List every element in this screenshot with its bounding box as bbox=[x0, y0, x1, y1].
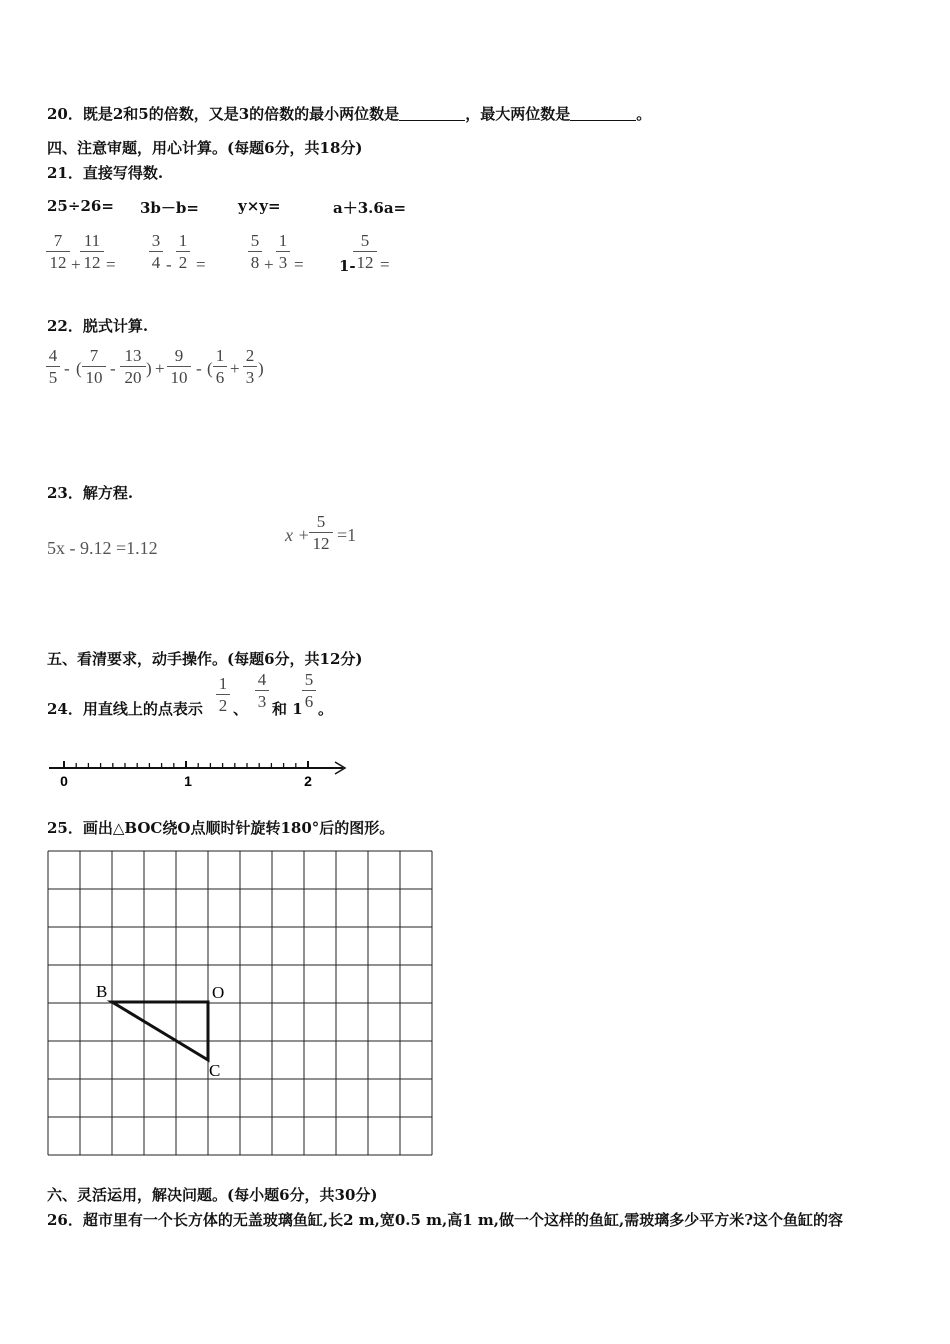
section-4-title: 四、注意审题，用心计算。(每题6分，共18分) bbox=[47, 139, 363, 157]
label-c: C bbox=[209, 1061, 221, 1080]
q22-lparen-2: ( bbox=[207, 359, 213, 378]
axis-label-0: 0 bbox=[60, 773, 68, 789]
q22-frac-4-5: 4 5 bbox=[46, 346, 60, 387]
q22-frac-2-3: 2 3 bbox=[243, 346, 257, 387]
q26-text: 26．超市里有一个长方体的无盖玻璃鱼缸,长2 m,宽0.5 m,高1 m,做一个这样的鱼缸,需玻璃多少平方米?这个鱼缸的容 bbox=[47, 1211, 844, 1229]
q21-title: 21．直接写得数. bbox=[47, 164, 164, 182]
q22-frac-9-10: 9 10 bbox=[167, 346, 191, 387]
q20-text-b: ，最大两位数是 bbox=[465, 105, 571, 123]
q22-minus-1: - bbox=[64, 359, 70, 378]
q21-eq-4: = bbox=[380, 255, 390, 274]
label-o: O bbox=[212, 983, 225, 1002]
q23-eq2-frac: 5 12 bbox=[309, 512, 333, 553]
number-line-ticks bbox=[64, 761, 308, 768]
q21-frac-11-12: 11 12 bbox=[80, 231, 104, 272]
q24-and: 和 1 bbox=[272, 700, 303, 718]
q23-equation-1: 5x - 9.12 =1.12 bbox=[47, 538, 158, 558]
q21-one-minus: 1- bbox=[339, 257, 356, 275]
q22-frac-7-10: 7 10 bbox=[82, 346, 106, 387]
q23-eq2-right: =1 bbox=[337, 525, 357, 545]
rotation-grid[interactable] bbox=[46, 849, 436, 1157]
q20-text-c: 。 bbox=[636, 105, 652, 123]
q22-rparen-1: ) bbox=[146, 359, 152, 378]
q21-eq-3: = bbox=[294, 255, 304, 274]
axis-label-1: 1 bbox=[184, 773, 192, 789]
section-6-title: 六、灵活运用，解决问题。(每小题6分，共30分) bbox=[47, 1186, 378, 1204]
q21-frac-5-8: 5 8 bbox=[248, 231, 262, 272]
q21-frac-1-2: 1 2 bbox=[176, 231, 190, 272]
q24-frac-5-6: 5 6 bbox=[302, 670, 316, 711]
q21-eq-1: = bbox=[106, 255, 116, 274]
q21-plus-1: + bbox=[71, 255, 81, 274]
q20-text-a: 20．既是2和5的倍数，又是3的倍数的最小两位数是 bbox=[47, 105, 400, 123]
q22-plus-2: + bbox=[230, 359, 240, 378]
q22-rparen-2: ) bbox=[258, 359, 264, 378]
q21-item-4: a＋3.6a= bbox=[333, 199, 407, 217]
label-b: B bbox=[96, 982, 108, 1001]
q21-frac-5-12: 5 12 bbox=[353, 231, 377, 272]
q21-minus-1: - bbox=[166, 255, 172, 274]
q21-item-1: 25÷26= bbox=[47, 197, 114, 215]
q21-frac-7-12: 7 12 bbox=[46, 231, 70, 272]
q21-frac-1-3: 1 3 bbox=[276, 231, 290, 272]
section-5-title: 五、看清要求，动手操作。(每题6分，共12分) bbox=[47, 650, 363, 668]
q21-plus-2: + bbox=[264, 255, 274, 274]
q24-frac-1-2: 1 2 bbox=[216, 674, 230, 715]
q22-plus-1: + bbox=[155, 359, 165, 378]
axis-label-2: 2 bbox=[304, 773, 312, 789]
q22-frac-13-20: 13 20 bbox=[120, 346, 146, 387]
q22-minus-2: - bbox=[110, 359, 116, 378]
q22-minus-3: - bbox=[196, 359, 202, 378]
q20-blank-2[interactable] bbox=[570, 105, 636, 121]
q24-frac-4-3: 4 3 bbox=[255, 670, 269, 711]
q21-item-2: 3b－b= bbox=[140, 199, 199, 217]
q24-end: 。 bbox=[318, 700, 334, 718]
q22-title: 22．脱式计算. bbox=[47, 317, 149, 335]
q22-lparen-1: ( bbox=[76, 359, 82, 378]
triangle-boc bbox=[112, 1002, 208, 1060]
q20-blank-1[interactable] bbox=[399, 105, 465, 121]
q22-frac-1-6: 1 6 bbox=[213, 346, 227, 387]
question-20 bbox=[47, 103, 651, 124]
q21-item-3: y×y= bbox=[238, 197, 281, 215]
grid-lines bbox=[48, 851, 432, 1155]
q25-text: 25．画出△BOC绕O点顺时针旋转180°后的图形。 bbox=[47, 819, 395, 837]
q21-eq-2: = bbox=[196, 255, 206, 274]
q24-sep: 、 bbox=[233, 700, 249, 718]
q21-frac-3-4: 3 4 bbox=[149, 231, 163, 272]
q23-title: 23．解方程. bbox=[47, 484, 134, 502]
q24-text-a: 24．用直线上的点表示 bbox=[47, 700, 203, 718]
number-line[interactable] bbox=[45, 756, 355, 792]
q23-eq2-left: x + bbox=[285, 525, 310, 545]
